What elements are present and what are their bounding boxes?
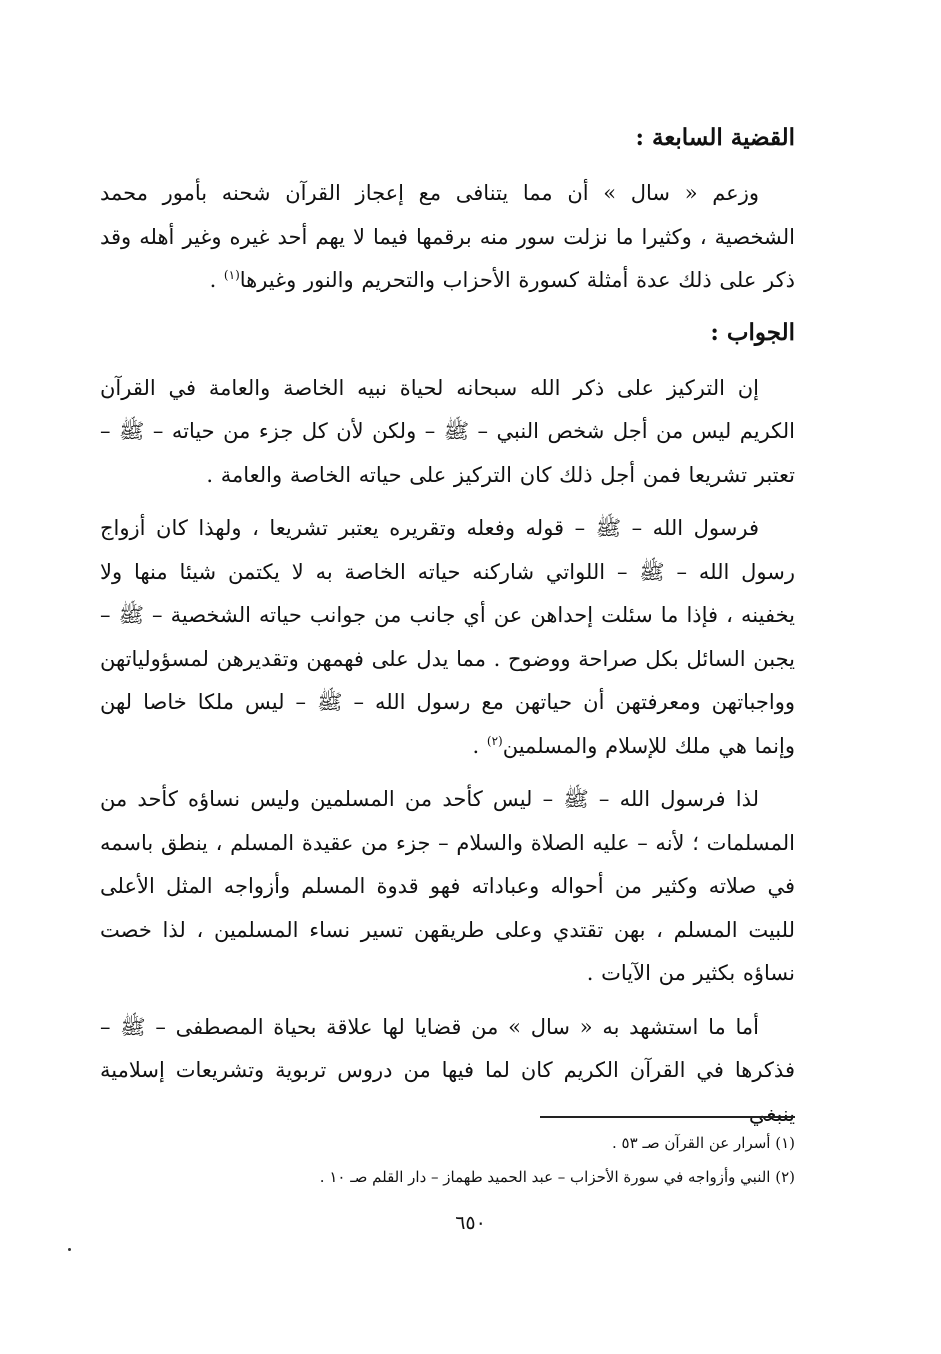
page-number: ٦٥٠ bbox=[455, 1212, 486, 1234]
section-heading-answer: الجواب : bbox=[710, 318, 795, 346]
paragraph-answer-2-end: . bbox=[472, 733, 487, 758]
paragraph-claim-end: . bbox=[209, 268, 224, 292]
paragraph-answer-1: إن التركيز على ذكر الله سبحانه لحياة نبيه الخاصة والعامة في القرآن الكريم ليس من أجل شخص النبي – ﷺ – ولكن لأن كل جزء من حياته – ﷺ – تعتبر تشريعا فمن أجل ذلك كان التركيز على حياته الخاصة والعامة . bbox=[100, 375, 795, 487]
footnote-ref-1: (١) bbox=[223, 268, 240, 282]
footnote-1: (١) أسرار عن القرآن صـ ٥٣ . bbox=[612, 1134, 795, 1152]
paragraph-answer-4: أما ما استشهد به « سال » من قضايا لها علاقة بحياة المصطفى – ﷺ – فذكرها في القرآن الكريم كان لما فيها من دروس تربوية وتشريعات إسلامية ينبغي bbox=[100, 1014, 795, 1126]
footnotes bbox=[100, 1126, 795, 1194]
paragraph-claim-text: وزعم « سال » أن مما يتنافى مع إعجاز القرآن شحنه بأمور محمد الشخصية ، وكثيرا ما نزلت سور منه برقمها فيما لا يهم أحد غيره وغير أهله وقد ذكر على ذلك عدة أمثلة كسورة الأحزاب والتحريم والنور وغيرها bbox=[100, 181, 795, 292]
footnote-divider bbox=[540, 1116, 795, 1118]
page-body bbox=[100, 118, 795, 1146]
footnote-2: (٢) النبي وأزواجه في سورة الأحزاب – عبد الحميد طهماز – دار القلم صـ ١٠ . bbox=[319, 1168, 795, 1186]
paragraph-answer-2-text: فرسول الله – ﷺ – قوله وفعله وتقريره يعتبر تشريعا ، ولهذا كان أزواج رسول الله – ﷺ – اللواتي شاركنه حياته الخاصة به لا يكتمن شيئا منها ولا يخفينه ، فإذا ما سئلت إحداهن عن أي جانب من جوانب حياته الشخصية – ﷺ – يجبن السائل بكل صراحة ووضوح . مما يدل على فهمهن وتقديرهن لمسؤولياتهن وواجباتهن ومعرفتهن أن حياتهن مع رسول الله – ﷺ – ليس ملكا خاصا لهن وإنما هي ملك للإسلام والمسلمين bbox=[100, 516, 795, 758]
paragraph-claim bbox=[100, 172, 795, 303]
scan-speck bbox=[68, 1248, 71, 1251]
paragraph-answer-3: لذا فرسول الله – ﷺ – ليس كأحد من المسلمين وليس نساؤه كأحد من المسلمات ؛ لأنه – عليه الصلاة والسلام – جزء من عقيدة المسلم ، ينطق باسمه في صلاته وكثير من أحواله وعباداته فهو قدوة المسلم وأزواجه المثل الأعلى للبيت المسلم ، بهن تقتدي وعلى طريقهن تسير نساء المسلمين ، لذا خصت نساؤه بكثير من الآيات . bbox=[100, 787, 795, 985]
section-heading-seventh-issue: القضية السابعة : bbox=[635, 124, 795, 151]
paragraph-answer-2 bbox=[100, 507, 795, 768]
footnote-ref-2: (٢) bbox=[486, 733, 503, 748]
